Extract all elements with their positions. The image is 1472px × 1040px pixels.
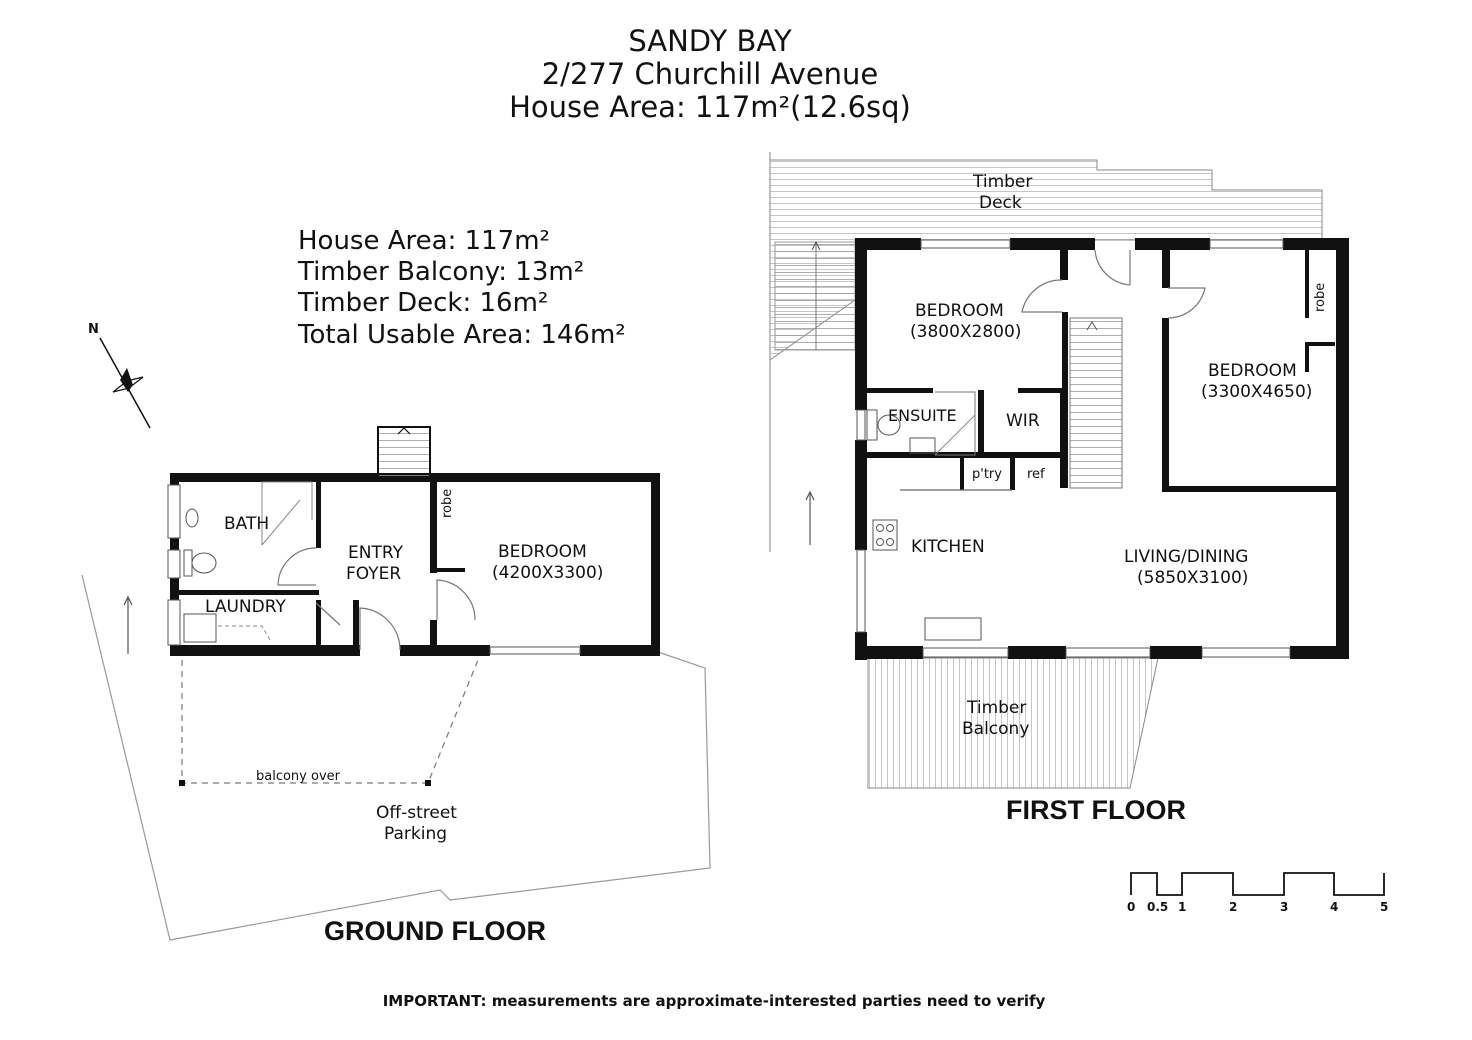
scale-tick-0: 0 <box>1127 900 1136 914</box>
kitchen-label: KITCHEN <box>911 537 985 557</box>
ground-robe-label: robe <box>440 488 455 518</box>
bedroom1-label: BEDROOM <box>915 301 1004 321</box>
deck-label-2: Deck <box>979 193 1022 213</box>
parking-label-1: Off-street <box>376 803 457 823</box>
scale-bar <box>1131 873 1384 895</box>
foyer-label: FOYER <box>346 564 402 584</box>
parking-label-2: Parking <box>384 824 448 844</box>
scale-tick-3: 3 <box>1280 900 1289 914</box>
scale-tick-0-5: 0.5 <box>1147 900 1169 914</box>
balcony-over-label: balcony over <box>256 769 340 784</box>
area-total: Total Usable Area: 146m² <box>298 320 626 350</box>
laundry-tub <box>184 614 216 642</box>
disclaimer-note: IMPORTANT: measurements are approximate-interested parties need to verify <box>382 992 1046 1010</box>
area-house: House Area: 117m² <box>298 226 550 256</box>
ensuite-label: ENSUITE <box>888 406 957 425</box>
north-label: N <box>88 322 99 337</box>
first-floor-plan <box>770 152 1349 788</box>
ground-floor-title: GROUND FLOOR <box>324 916 546 946</box>
scale-tick-2: 2 <box>1229 900 1238 914</box>
first-robe-label: robe <box>1313 282 1328 312</box>
bedroom1-size: (3800X2800) <box>910 322 1022 342</box>
balcony-over-outline <box>182 660 478 783</box>
scale-tick-4: 4 <box>1330 900 1339 914</box>
bedroom2-label: BEDROOM <box>1208 361 1297 381</box>
area-deck: Timber Deck: 16m² <box>298 288 549 318</box>
ground-floor-plan <box>82 338 710 940</box>
laundry-label: LAUNDRY <box>205 597 286 617</box>
cooktop <box>873 520 897 550</box>
bedroom2-size: (3300X4650) <box>1201 382 1313 402</box>
area-balcony: Timber Balcony: 13m² <box>298 257 585 287</box>
deck-label-1: Timber <box>973 172 1033 192</box>
house-area-title: House Area: 117m²(12.6sq) <box>509 90 911 124</box>
balcony-label-1: Timber <box>967 698 1027 718</box>
living-label: LIVING/DINING <box>1124 547 1249 567</box>
ref-label: ref <box>1027 467 1045 482</box>
living-size: (5850X3100) <box>1137 568 1249 588</box>
first-floor-title: FIRST FLOOR <box>1006 795 1186 825</box>
toilet <box>184 550 192 576</box>
scale-tick-1: 1 <box>1178 900 1187 914</box>
pantry-label: p'try <box>972 467 1002 482</box>
sink <box>925 618 981 640</box>
wir-label: WIR <box>1006 411 1040 431</box>
ground-bedroom-size: (4200X3300) <box>492 563 604 583</box>
balcony-label-2: Balcony <box>962 719 1030 739</box>
entry-label: ENTRY <box>348 543 403 563</box>
basin <box>186 509 198 527</box>
north-arrow-icon <box>100 338 150 428</box>
bath-label: BATH <box>224 514 270 534</box>
address-title: 2/277 Churchill Avenue <box>541 57 879 91</box>
ground-bedroom-label: BEDROOM <box>498 542 587 562</box>
suburb-title: SANDY BAY <box>628 24 792 58</box>
scale-tick-5: 5 <box>1380 900 1389 914</box>
